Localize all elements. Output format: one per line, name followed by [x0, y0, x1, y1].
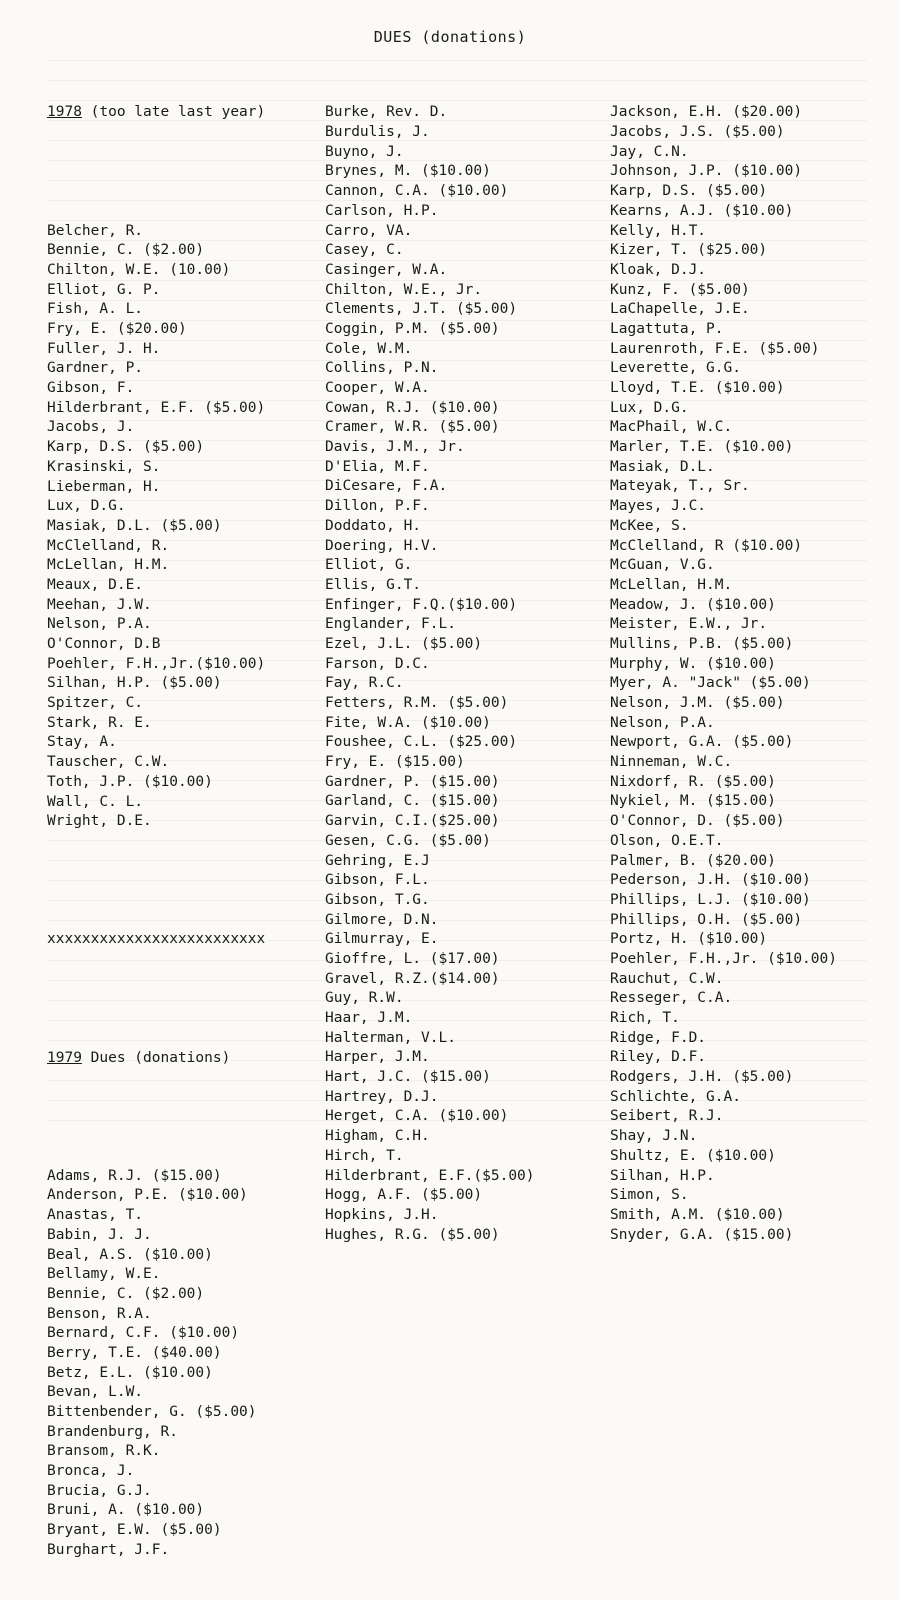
- list-item: Fish, A. L.: [47, 301, 144, 318]
- list-item: Herget, C.A. ($10.00): [325, 1108, 509, 1125]
- list-item: Olson, O.E.T.: [610, 832, 724, 849]
- list-item: Tauscher, C.W.: [47, 754, 170, 771]
- list-item: Gravel, R.Z.($14.00): [325, 970, 500, 987]
- list-item: Ezel, J.L. ($5.00): [325, 635, 483, 652]
- list-item: Shay, J.N.: [610, 1128, 698, 1145]
- list-item: Silhan, H.P.: [610, 1167, 715, 1184]
- list-item: Harper, J.M.: [325, 1049, 430, 1066]
- list-item: Bryant, E.W. ($5.00): [47, 1522, 222, 1539]
- year-1979: 1979: [47, 1049, 82, 1066]
- list-item: Bellamy, W.E.: [47, 1266, 161, 1283]
- list-item: Poehler, F.H.,Jr. ($10.00): [610, 950, 837, 967]
- list-item: Phillips, O.H. ($5.00): [610, 911, 803, 928]
- list-item: Casinger, W.A.: [325, 261, 448, 278]
- list-item: Doering, H.V.: [325, 537, 439, 554]
- list-item: O'Connor, D.B: [47, 636, 161, 653]
- list-item: Beal, A.S. ($10.00): [47, 1246, 213, 1263]
- list-item: Gardner, P. ($15.00): [325, 773, 500, 790]
- column-2: [325, 64, 535, 1285]
- list-item: Garland, C. ($15.00): [325, 793, 500, 810]
- list-item: LaChapelle, J.E.: [610, 301, 750, 318]
- list-item: Hilderbrant, E.F.($5.00): [325, 1167, 535, 1184]
- list-item: Fuller, J. H.: [47, 340, 161, 357]
- list-item: Belcher, R.: [47, 222, 144, 239]
- list-item: Leverette, G.G.: [610, 360, 741, 377]
- list-item: Bransom, R.K.: [47, 1443, 161, 1460]
- list-item: Doddato, H.: [325, 517, 422, 534]
- column-3: [610, 64, 837, 1285]
- list-item: Wright, D.E.: [47, 813, 152, 830]
- list-item: McGuan, V.G.: [610, 557, 715, 574]
- list-item: McLellan, H.M.: [47, 557, 170, 574]
- list-item: Farson, D.C.: [325, 655, 430, 672]
- list-item: Lieberman, H.: [47, 478, 161, 495]
- list-item: Mayes, J.C.: [610, 498, 707, 515]
- list-item: Bernard, C.F. ($10.00): [47, 1325, 240, 1342]
- list-item: Coggin, P.M. ($5.00): [325, 320, 500, 337]
- list-item: O'Connor, D. ($5.00): [610, 813, 785, 830]
- list-item: Hughes, R.G. ($5.00): [325, 1226, 500, 1243]
- list-item: Anastas, T.: [47, 1207, 144, 1224]
- list-item: Spitzer, C.: [47, 695, 144, 712]
- list-item: Benson, R.A.: [47, 1305, 152, 1322]
- list-item: Babin, J. J.: [47, 1226, 152, 1243]
- list-item: Kelly, H.T.: [610, 222, 707, 239]
- list-item: Cowan, R.J. ($10.00): [325, 399, 500, 416]
- list-item: Mullins, P.B. ($5.00): [610, 635, 794, 652]
- list-item: Stark, R. E.: [47, 714, 152, 731]
- list-item: Fetters, R.M. ($5.00): [325, 695, 509, 712]
- list-item: McKee, S.: [610, 517, 689, 534]
- list-item: Portz, H. ($10.00): [610, 931, 768, 948]
- list-item: Higham, C.H.: [325, 1128, 430, 1145]
- list-item: Lux, D.G.: [47, 498, 126, 515]
- list-item: Johnson, J.P. ($10.00): [610, 163, 803, 180]
- list-item: Nelson, J.M. ($5.00): [610, 695, 785, 712]
- list-1979-col2: [325, 103, 535, 1245]
- list-item: Halterman, V.L.: [325, 1029, 456, 1046]
- list-item: Laurenroth, F.E. ($5.00): [610, 340, 820, 357]
- list-item: Cooper, W.A.: [325, 380, 430, 397]
- list-item: Snyder, G.A. ($15.00): [610, 1226, 794, 1243]
- list-item: Masiak, D.L.: [610, 458, 715, 475]
- list-item: Kunz, F. ($5.00): [610, 281, 750, 298]
- section-heading-1978: [47, 103, 265, 123]
- list-item: Gibson, T.G.: [325, 891, 430, 908]
- list-item: Gibson, F.L.: [325, 872, 430, 889]
- list-item: Gilmore, D.N.: [325, 911, 439, 928]
- list-item: Nelson, P.A.: [610, 714, 715, 731]
- list-1979-col1: [47, 1167, 265, 1561]
- heading-1978-rest: (too late last year): [81, 104, 266, 121]
- section-heading-1979: [47, 1049, 265, 1069]
- list-item: Mateyak, T., Sr.: [610, 478, 750, 495]
- list-item: Jacobs, J.: [47, 419, 135, 436]
- list-item: Kloak, D.J.: [610, 261, 707, 278]
- list-item: Smith, A.M. ($10.00): [610, 1206, 785, 1223]
- list-item: Fay, R.C.: [325, 675, 404, 692]
- list-item: McClelland, R ($10.00): [610, 537, 803, 554]
- list-item: Carro, VA.: [325, 222, 413, 239]
- list-item: Adams, R.J. ($15.00): [47, 1167, 222, 1184]
- list-item: Gehring, E.J: [325, 852, 430, 869]
- list-item: Jackson, E.H. ($20.00): [610, 104, 803, 121]
- list-item: Karp, D.S. ($5.00): [47, 439, 205, 456]
- list-item: Ninneman, W.C.: [610, 754, 733, 771]
- list-item: Gioffre, L. ($17.00): [325, 950, 500, 967]
- list-item: Gilmurray, E.: [325, 931, 439, 948]
- list-item: Jay, C.N.: [610, 143, 689, 160]
- list-item: Burghart, J.F.: [47, 1541, 170, 1558]
- list-item: Meadow, J. ($10.00): [610, 596, 776, 613]
- list-1979-col3: [610, 103, 837, 1245]
- list-item: Nelson, P.A.: [47, 616, 152, 633]
- column-1: [47, 64, 265, 1600]
- list-item: Shultz, E. ($10.00): [610, 1147, 776, 1164]
- year-1978: 1978: [47, 104, 82, 121]
- list-item: Buyno, J.: [325, 143, 404, 160]
- list-item: Casey, C.: [325, 242, 404, 259]
- list-item: Rauchut, C.W.: [610, 970, 724, 987]
- list-item: Kizer, T. ($25.00): [610, 242, 768, 259]
- list-item: Karp, D.S. ($5.00): [610, 183, 768, 200]
- list-item: Lloyd, T.E. ($10.00): [610, 380, 785, 397]
- list-item: Nixdorf, R. ($5.00): [610, 773, 776, 790]
- list-item: Kearns, A.J. ($10.00): [610, 202, 794, 219]
- list-item: Hartrey, D.J.: [325, 1088, 439, 1105]
- list-item: Brucia, G.J.: [47, 1482, 152, 1499]
- list-item: Masiak, D.L. ($5.00): [47, 517, 222, 534]
- list-item: Chilton, W.E. (10.00): [47, 261, 231, 278]
- separator-line: xxxxxxxxxxxxxxxxxxxxxxxxx: [47, 931, 266, 948]
- list-item: Newport, G.A. ($5.00): [610, 734, 794, 751]
- list-item: Foushee, C.L. ($25.00): [325, 734, 518, 751]
- list-item: McLellan, H.M.: [610, 576, 733, 593]
- list-item: Gardner, P.: [47, 360, 144, 377]
- list-item: Cramer, W.R. ($5.00): [325, 419, 500, 436]
- list-item: Ellis, G.T.: [325, 576, 422, 593]
- list-item: Stay, A.: [47, 734, 117, 751]
- list-item: Seibert, R.J.: [610, 1108, 724, 1125]
- list-item: Murphy, W. ($10.00): [610, 655, 776, 672]
- list-item: Brynes, M. ($10.00): [325, 163, 491, 180]
- list-item: Brandenburg, R.: [47, 1423, 178, 1440]
- list-item: Cannon, C.A. ($10.00): [325, 183, 509, 200]
- list-item: Carlson, H.P.: [325, 202, 439, 219]
- list-item: Bevan, L.W.: [47, 1384, 144, 1401]
- list-item: Nykiel, M. ($15.00): [610, 793, 776, 810]
- list-item: Chilton, W.E., Jr.: [325, 281, 483, 298]
- list-item: DiCesare, F.A.: [325, 478, 448, 495]
- list-item: Bronca, J.: [47, 1463, 135, 1480]
- list-item: Jacobs, J.S. ($5.00): [610, 124, 785, 141]
- list-item: Bennie, C. ($2.00): [47, 242, 205, 259]
- list-item: Bruni, A. ($10.00): [47, 1502, 205, 1519]
- list-item: Berry, T.E. ($40.00): [47, 1344, 222, 1361]
- list-item: Rodgers, J.H. ($5.00): [610, 1069, 794, 1086]
- list-item: Lagattuta, P.: [610, 320, 724, 337]
- list-item: Betz, E.L. ($10.00): [47, 1364, 213, 1381]
- list-item: Toth, J.P. ($10.00): [47, 773, 213, 790]
- list-item: Guy, R.W.: [325, 990, 404, 1007]
- list-item: Burke, Rev. D.: [325, 104, 448, 121]
- list-item: D'Elia, M.F.: [325, 458, 430, 475]
- list-item: Fry, E. ($20.00): [47, 321, 187, 338]
- list-item: Marler, T.E. ($10.00): [610, 439, 794, 456]
- list-1978: [47, 222, 265, 832]
- list-item: Silhan, H.P. ($5.00): [47, 675, 222, 692]
- list-item: MacPhail, W.C.: [610, 419, 733, 436]
- list-item: Wall, C. L.: [47, 793, 144, 810]
- list-item: Phillips, L.J. ($10.00): [610, 891, 811, 908]
- list-item: Palmer, B. ($20.00): [610, 852, 776, 869]
- list-item: Myer, A. "Jack" ($5.00): [610, 675, 811, 692]
- list-item: Fite, W.A. ($10.00): [325, 714, 491, 731]
- list-item: Hogg, A.F. ($5.00): [325, 1187, 483, 1204]
- list-item: Poehler, F.H.,Jr.($10.00): [47, 655, 266, 672]
- heading-1979-rest: Dues (donations): [81, 1049, 231, 1066]
- list-item: Davis, J.M., Jr.: [325, 439, 465, 456]
- list-item: Elliot, G. P.: [47, 281, 161, 298]
- list-item: Elliot, G.: [325, 557, 413, 574]
- list-item: Ridge, F.D.: [610, 1029, 707, 1046]
- list-item: Meaux, D.E.: [47, 576, 144, 593]
- list-item: Pederson, J.H. ($10.00): [610, 872, 811, 889]
- list-item: Krasinski, S.: [47, 458, 161, 475]
- list-item: Lux, D.G.: [610, 399, 689, 416]
- list-item: Haar, J.M.: [325, 1010, 413, 1027]
- list-item: Hopkins, J.H.: [325, 1206, 439, 1223]
- list-item: Schlichte, G.A.: [610, 1088, 741, 1105]
- list-item: Fry, E. ($15.00): [325, 754, 465, 771]
- list-item: Gibson, F.: [47, 380, 135, 397]
- page-title: DUES (donations): [373, 28, 527, 46]
- list-item: Meehan, J.W.: [47, 596, 152, 613]
- list-item: Riley, D.F.: [610, 1049, 707, 1066]
- list-item: Garvin, C.I.($25.00): [325, 813, 500, 830]
- list-item: Enfinger, F.Q.($10.00): [325, 596, 518, 613]
- list-item: Gesen, C.G. ($5.00): [325, 832, 491, 849]
- list-item: Bennie, C. ($2.00): [47, 1285, 205, 1302]
- list-item: Resseger, C.A.: [610, 990, 733, 1007]
- list-item: Meister, E.W., Jr.: [610, 616, 768, 633]
- list-item: Rich, T.: [610, 1010, 680, 1027]
- list-item: Bittenbender, G. ($5.00): [47, 1404, 257, 1421]
- list-item: Burdulis, J.: [325, 124, 430, 141]
- list-item: Hart, J.C. ($15.00): [325, 1069, 491, 1086]
- list-item: Hirch, T.: [325, 1147, 404, 1164]
- list-item: Simon, S.: [610, 1187, 689, 1204]
- list-item: Collins, P.N.: [325, 360, 439, 377]
- list-item: Dillon, P.F.: [325, 498, 430, 515]
- list-item: Clements, J.T. ($5.00): [325, 301, 518, 318]
- list-item: McClelland, R.: [47, 537, 170, 554]
- list-item: Anderson, P.E. ($10.00): [47, 1187, 248, 1204]
- list-item: Cole, W.M.: [325, 340, 413, 357]
- list-item: Hilderbrant, E.F. ($5.00): [47, 399, 266, 416]
- list-item: Englander, F.L.: [325, 616, 456, 633]
